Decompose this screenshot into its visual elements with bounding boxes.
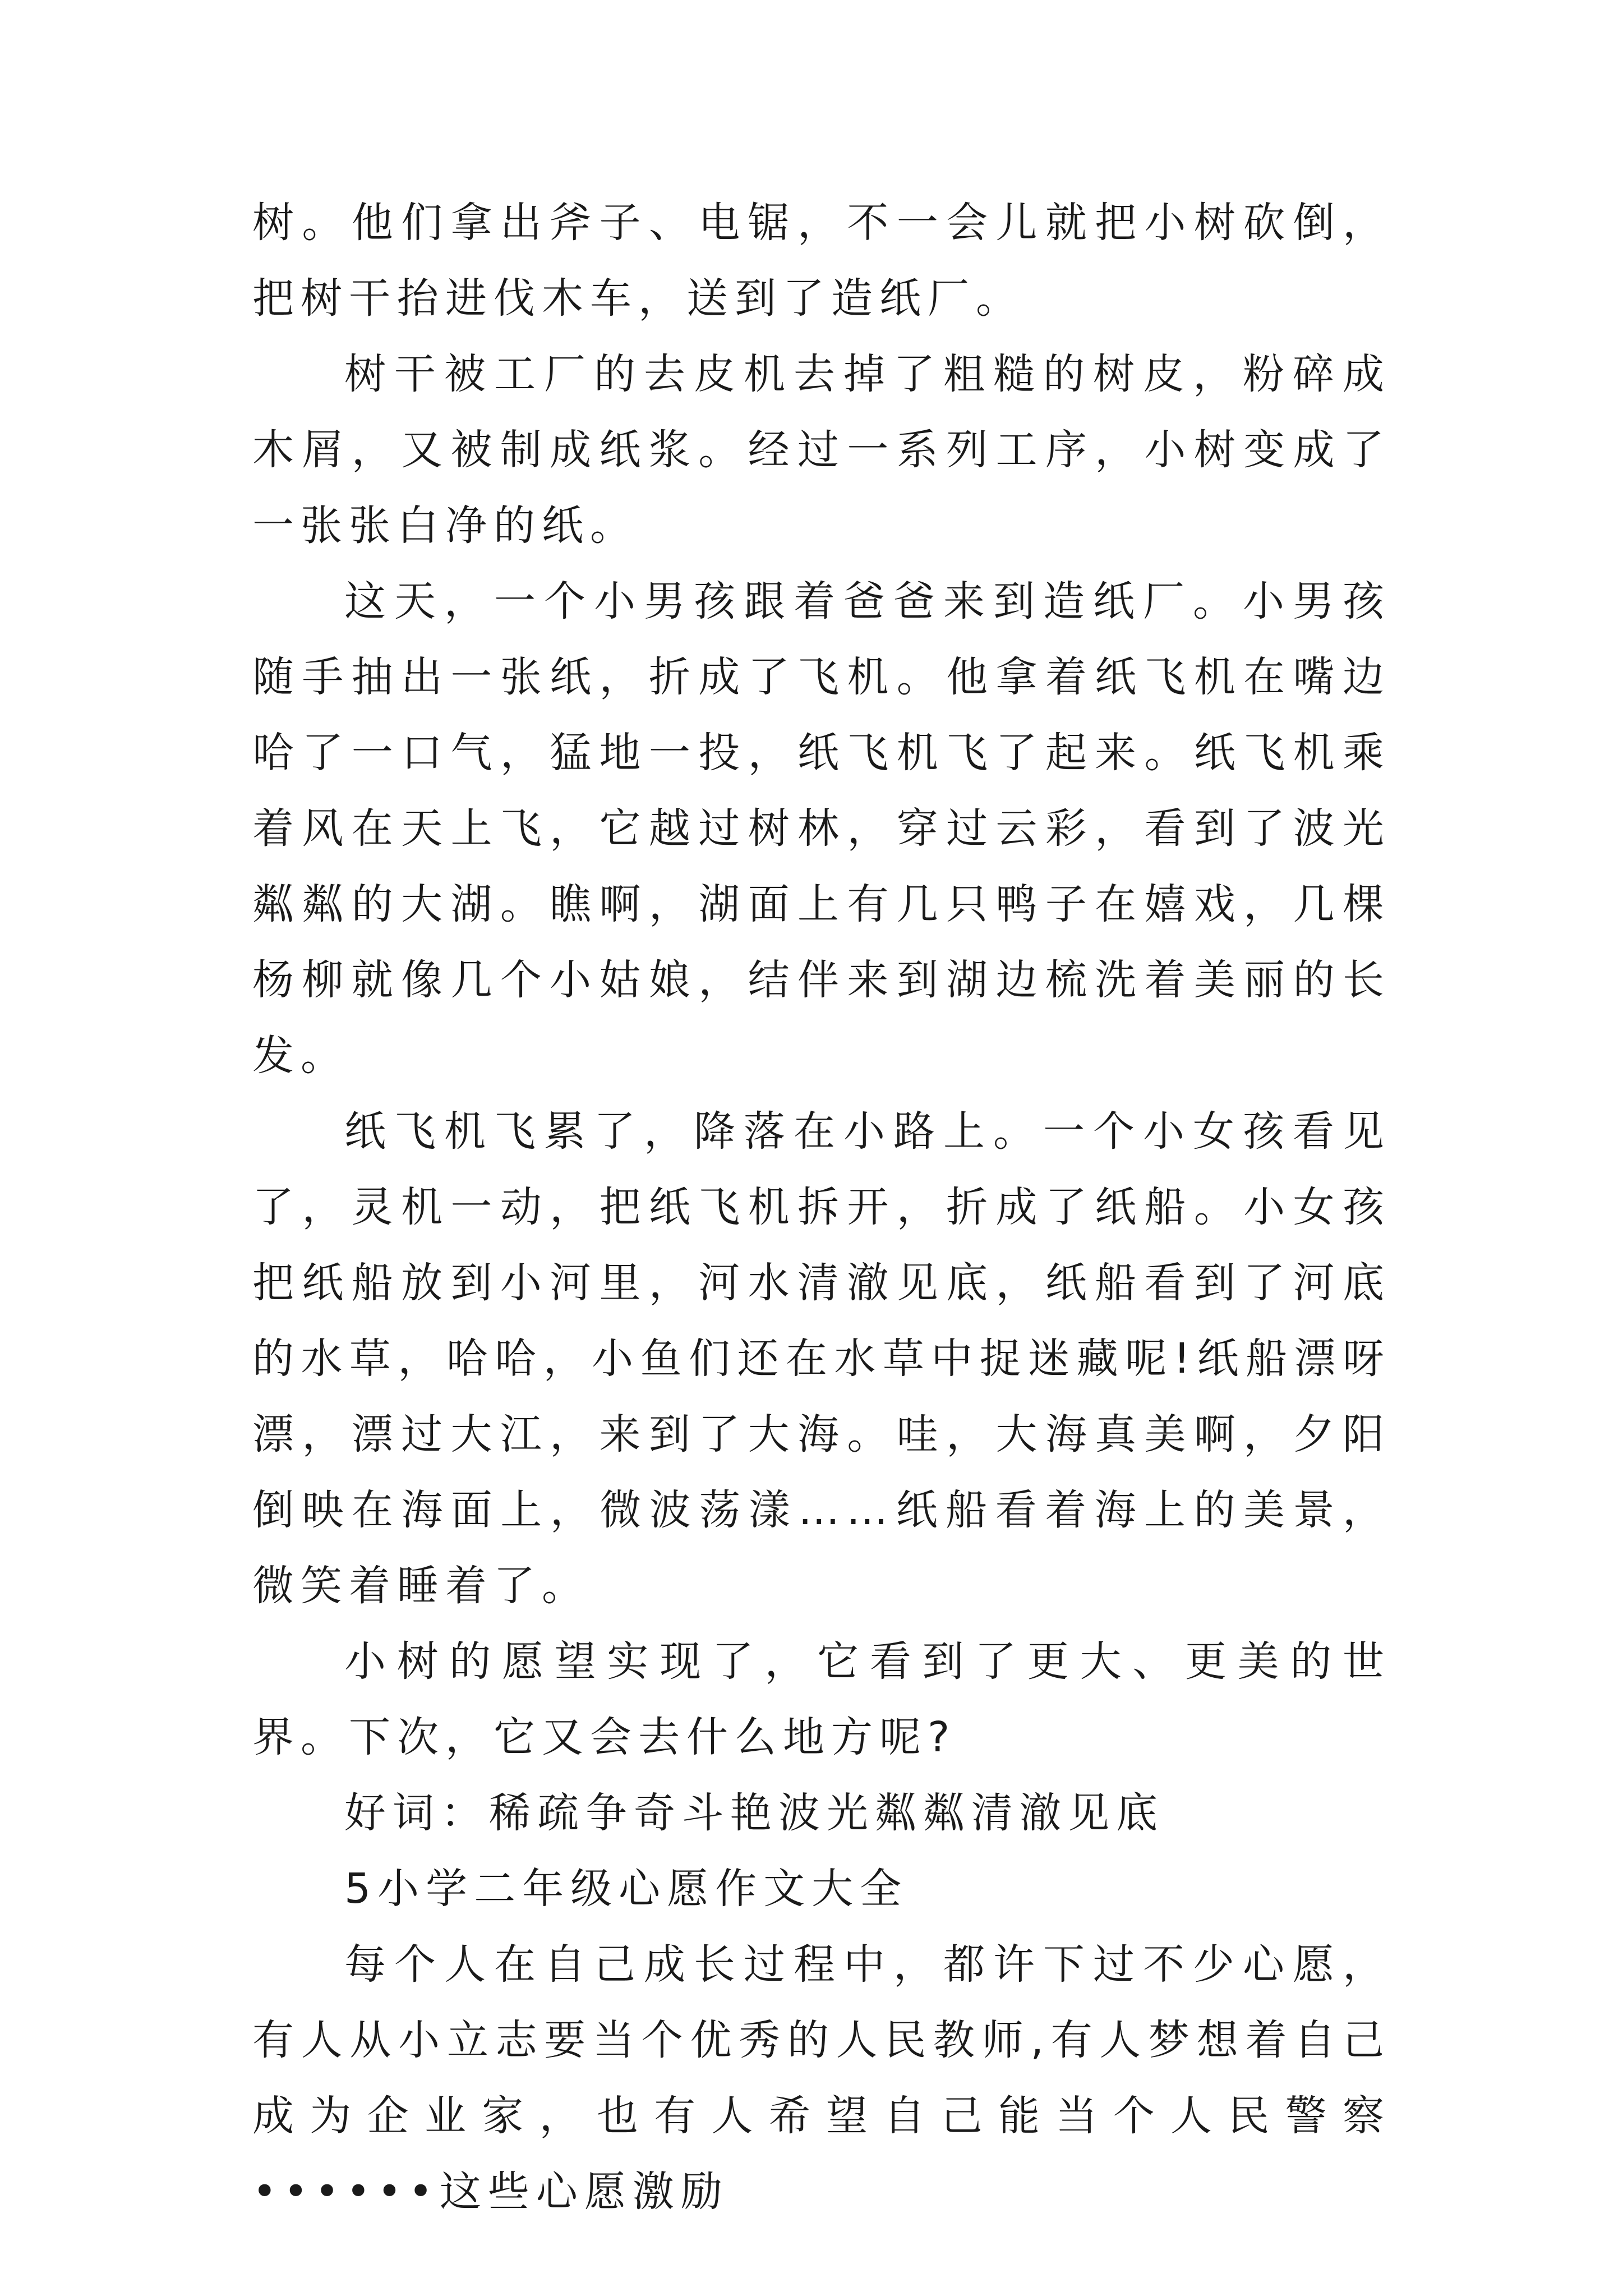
paragraph: 小树的愿望实现了，它看到了更大、更美的世界。下次，它又会去什么地方呢? [252, 1637, 1391, 1761]
paragraph: 树干被工厂的去皮机去掉了粗糙的树皮，粉碎成木屑，又被制成纸浆。经过一系列工序，小树变成了一张张白净的纸。 [252, 350, 1391, 550]
paragraph-continuation: 树。他们拿出斧子、电锯，不一会儿就把小树砍倒，把树干抬进伐木车，送到了造纸厂。 [252, 199, 1391, 323]
paragraph: 每个人在自己成长过程中，都许下过不少心愿，有人从小立志要当个优秀的人民教师,有人梦想着自己成为企业家，也有人希望自己能当个人民警察••••••这些心愿激励 [252, 1940, 1391, 2216]
paragraph: 这天，一个小男孩跟着爸爸来到造纸厂。小男孩随手抽出一张纸，折成了飞机。他拿着纸飞机在嘴边哈了一口气，猛地一投，纸飞机飞了起来。纸飞机乘着风在天上飞，它越过树林，穿过云彩，看到了波光粼粼的大湖。瞧啊，湖面上有几只鸭子在嬉戏，几棵杨柳就像几个小姑娘，结伴来到湖边梳洗着美丽的长发。 [252, 577, 1391, 1080]
document-body [252, 185, 1391, 2230]
good-words-line: 好词：稀疏争奇斗艳波光粼粼清澈见底 [344, 1789, 1164, 1837]
section-heading: 5小学二年级心愿作文大全 [344, 1865, 909, 1913]
paragraph: 纸飞机飞累了，降落在小路上。一个小女孩看见了，灵机一动，把纸飞机拆开，折成了纸船。小女孩把纸船放到小河里，河水清澈见底，纸船看到了河底的水草，哈哈，小鱼们还在水草中捉迷藏呢!纸船漂呀漂，漂过大江，来到了大海。哇，大海真美啊，夕阳倒映在海面上，微波荡漾……纸船看着海上的美景，微笑着睡着了。 [252, 1107, 1391, 1610]
